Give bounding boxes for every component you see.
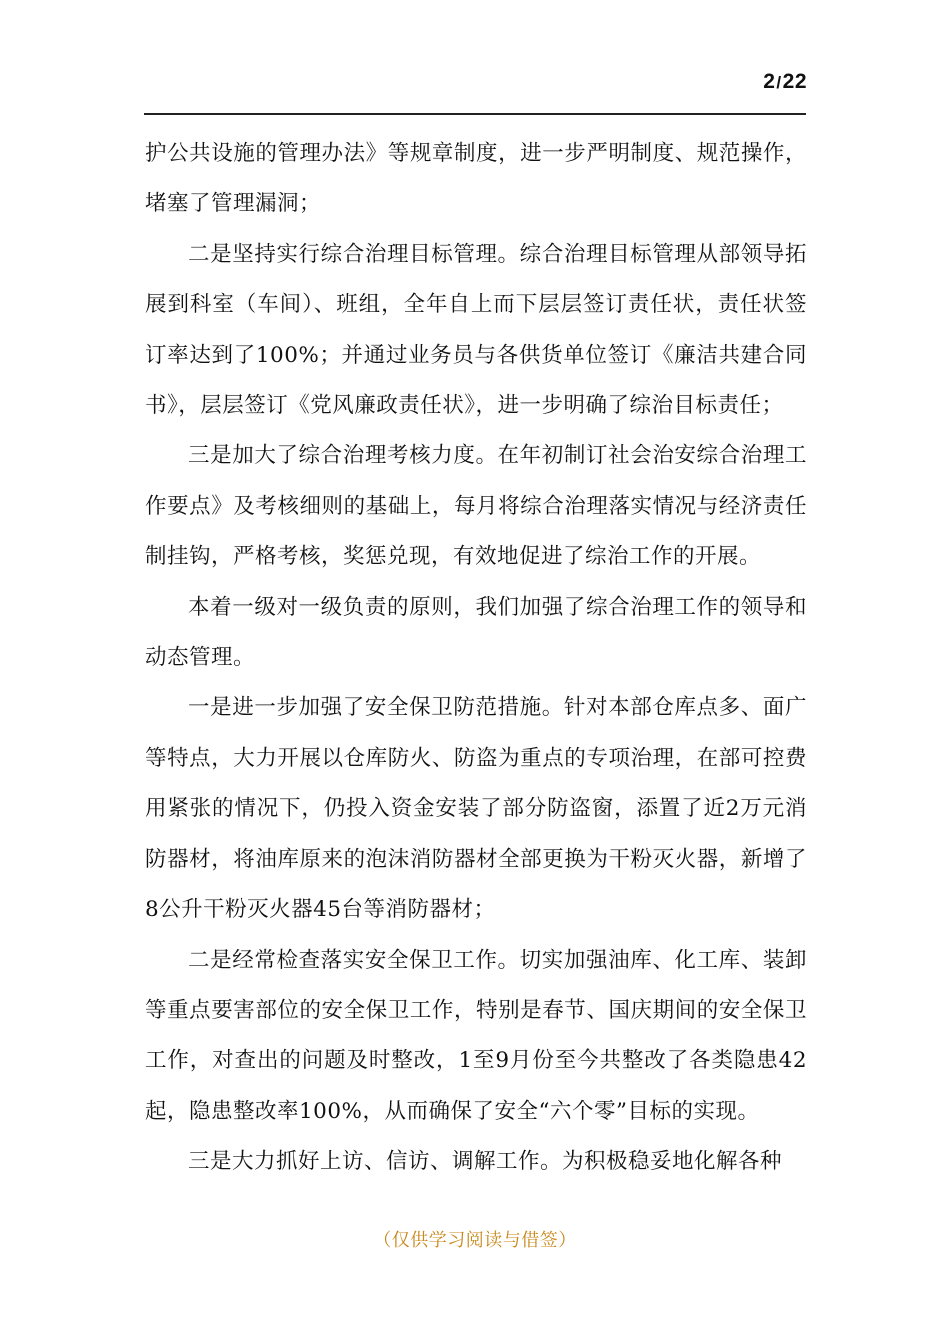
header-rule: [144, 113, 806, 115]
page-total: 22: [782, 70, 807, 93]
page-separator: /: [776, 73, 782, 92]
document-body: [145, 129, 807, 1188]
paragraph: 三是加大了综合治理考核力度。在年初制订社会治安综合治理工作要点》及考核细则的基础上，每月将综合治理落实情况与经济责任制挂钩，严格考核，奖惩兑现，有效地促进了综治工作的开展。: [145, 443, 807, 570]
page-current: 2: [763, 70, 776, 93]
footer-note: （仅供学习阅读与借签）: [373, 1230, 577, 1251]
paragraph: 护公共设施的管理办法》等规章制度，进一步严明制度、规范操作，堵塞了管理漏洞；: [145, 141, 807, 217]
paragraph: 本着一级对一级负责的原则，我们加强了综合治理工作的领导和动态管理。: [145, 594, 807, 671]
paragraph: 一是进一步加强了安全保卫防范措施。针对本部仓库点多、面广等特点，大力开展以仓库防火、防盗为重点的专项治理，在部可控费用紧张的情况下，仍投入资金安装了部分防盗窗，添置了近2万元消防器材，将油库原来的泡沫消防器材全部更换为干粉灭火器，新增了8公升干粉灭火器45台等消防器材；: [145, 695, 807, 923]
paragraph: 二是坚持实行综合治理目标管理。综合治理目标管理从部领导拓展到科室（车间）、班组，全年自上而下层层签订责任状，责任状签订率达到了100%；并通过业务员与各供货单位签订《廉洁共建合同书》，层层签订《党风廉政责任状》，进一步明确了综治目标责任；: [145, 241, 807, 419]
page-number: [763, 70, 807, 94]
paragraph: 三是大力抓好上访、信访、调解工作。为积极稳妥地化解各种: [188, 1149, 783, 1175]
paragraph: 二是经常检查落实安全保卫工作。切实加强油库、化工库、装卸等重点要害部位的安全保卫工作，特别是春节、国庆期间的安全保卫工作，对查出的问题及时整改，1至9月份至今共整改了各类隐患42起，隐患整改率100%，从而确保了安全“六个零”目标的实现。: [145, 947, 807, 1124]
